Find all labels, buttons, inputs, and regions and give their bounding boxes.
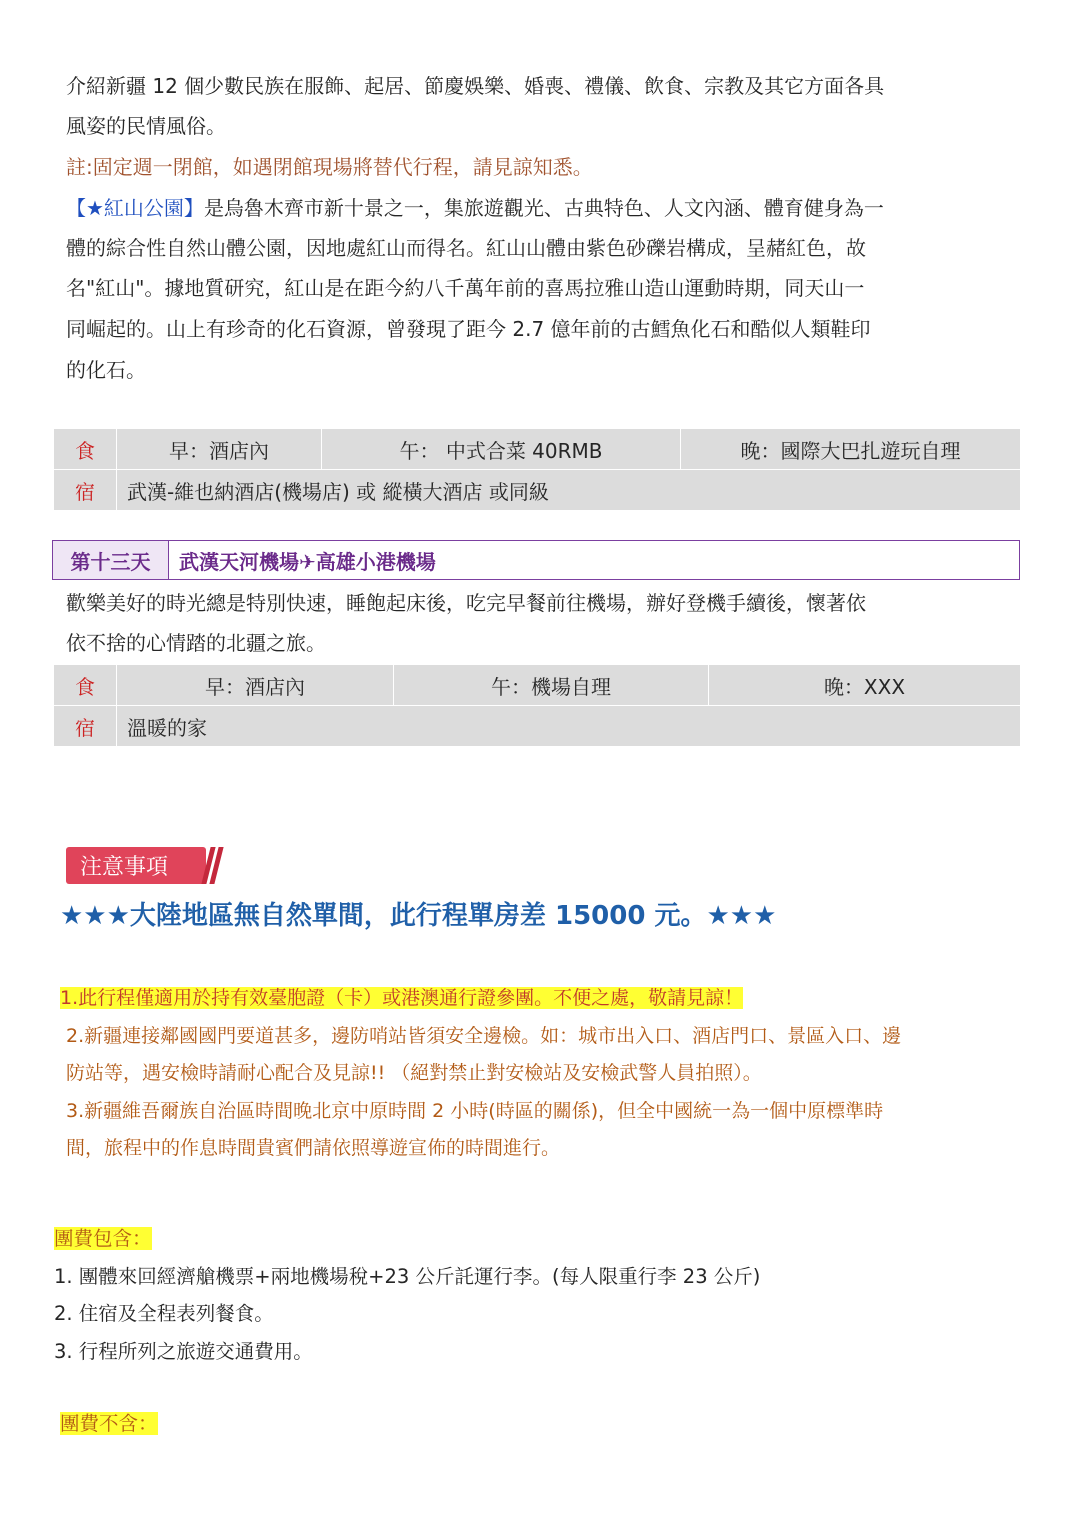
includes-item-3: 3. 行程所列之旅遊交通費用。 (54, 1340, 313, 1363)
includes-title: 團費包含： (54, 1227, 152, 1250)
day13-stay-row (54, 706, 1021, 747)
dinner-cell: 晚：XXX (709, 665, 1021, 706)
notice-badge-stripes (206, 847, 219, 884)
excludes-title: 團費不含： (60, 1412, 158, 1435)
breakfast-cell: 早：酒店內 (117, 665, 394, 706)
notice-headline: ★★★大陸地區無自然單間，此行程單房差 15000 元。★★★ (60, 901, 777, 931)
intro-line-2: 風姿的民情風俗。 (66, 114, 226, 138)
day13-meal-table (53, 664, 1021, 747)
day12-meal-table (53, 428, 1021, 511)
includes-item-1: 1. 團體來回經濟艙機票+兩地機場稅+23 公斤託運行李。(每人限重行李 23 公斤) (54, 1265, 761, 1288)
day13-line-1: 歡樂美好的時光總是特別快速，睡飽起床後，吃完早餐前往機場，辦好登機手續後，懷著依 (66, 591, 866, 615)
day13-food-row (54, 665, 1021, 706)
day13-route: 武漢天河機場✈高雄小港機場 (179, 549, 436, 574)
hongshan-text-1: 是烏魯木齊市新十景之一，集旅遊觀光、古典特色、人文內涵、體育健身為一 (203, 196, 884, 220)
includes-item-2: 2. 住宿及全程表列餐食。 (54, 1302, 274, 1325)
notice-item-3-line-2: 間，旅程中的作息時間貴賓們請依照導遊宣佈的時間進行。 (66, 1137, 561, 1159)
intro-line-1: 介紹新疆 12 個少數民族在服飾、起居、節慶娛樂、婚喪、禮儀、飲食、宗教及其它方面各具 (66, 74, 885, 98)
notice-item-2-line-2: 防站等，遇安檢時請耐心配合及見諒!! （絕對禁止對安檢站及安檢武警人員拍照）。 (66, 1062, 762, 1084)
notice-badge: 注意事項 (66, 847, 206, 884)
day12-food-row (54, 429, 1021, 470)
stay-label: 宿 (54, 470, 117, 511)
stay-cell: 武漢-維也納酒店(機場店) 或 縱橫大酒店 或同級 (117, 470, 1021, 511)
hongshan-line-2: 體的綜合性自然山體公園，因地處紅山而得名。紅山山體由紫色砂礫岩構成，呈赭紅色，故 (66, 236, 866, 260)
stay-cell: 溫暖的家 (117, 706, 1021, 747)
lunch-cell: 午：機場自理 (394, 665, 709, 706)
hongshan-tag: 【★紅山公園】 (66, 196, 204, 220)
day13-line-2: 依不捨的心情踏的北疆之旅。 (66, 631, 326, 655)
food-label: 食 (54, 665, 117, 706)
hongshan-line-3: 名"紅山"。據地質研究，紅山是在距今約八千萬年前的喜馬拉雅山造山運動時期，同天山一 (66, 276, 865, 300)
includes-title-line (54, 1223, 152, 1251)
day13-label: 第十三天 (53, 541, 169, 579)
dinner-cell: 晚：國際大巴扎遊玩自理 (681, 429, 1021, 470)
notice-item-2-line-1: 2.新疆連接鄰國國門要道甚多，邊防哨站皆須安全邊檢。如：城市出入口、酒店門口、景區入口、邊 (66, 1025, 902, 1047)
stay-label: 宿 (54, 706, 117, 747)
day12-stay-row (54, 470, 1021, 511)
breakfast-cell: 早：酒店內 (117, 429, 322, 470)
lunch-cell: 午： 中式合菜 40RMB (322, 429, 681, 470)
hongshan-line-1 (66, 188, 1016, 229)
food-label: 食 (54, 429, 117, 470)
notice-item-3-line-1: 3.新疆維吾爾族自治區時間晚北京中原時間 2 小時(時區的關係)，但全中國統一為一個中原標準時 (66, 1100, 884, 1122)
notice-item-1 (60, 983, 743, 1010)
day13-header (52, 540, 1020, 580)
closure-note: 註:固定週一閉館，如遇閉館現場將替代行程，請見諒知悉。 (66, 155, 593, 179)
hongshan-line-4: 同崛起的。山上有珍奇的化石資源，曾發現了距今 2.7 億年前的古鱈魚化石和酷似人類鞋印 (66, 317, 871, 341)
notice-item-1-text: 1.此行程僅適用於持有效臺胞證（卡）或港澳通行證參團。不便之處，敬請見諒！ (60, 987, 744, 1009)
excludes-title-line (60, 1408, 158, 1436)
hongshan-line-5: 的化石。 (66, 358, 146, 382)
